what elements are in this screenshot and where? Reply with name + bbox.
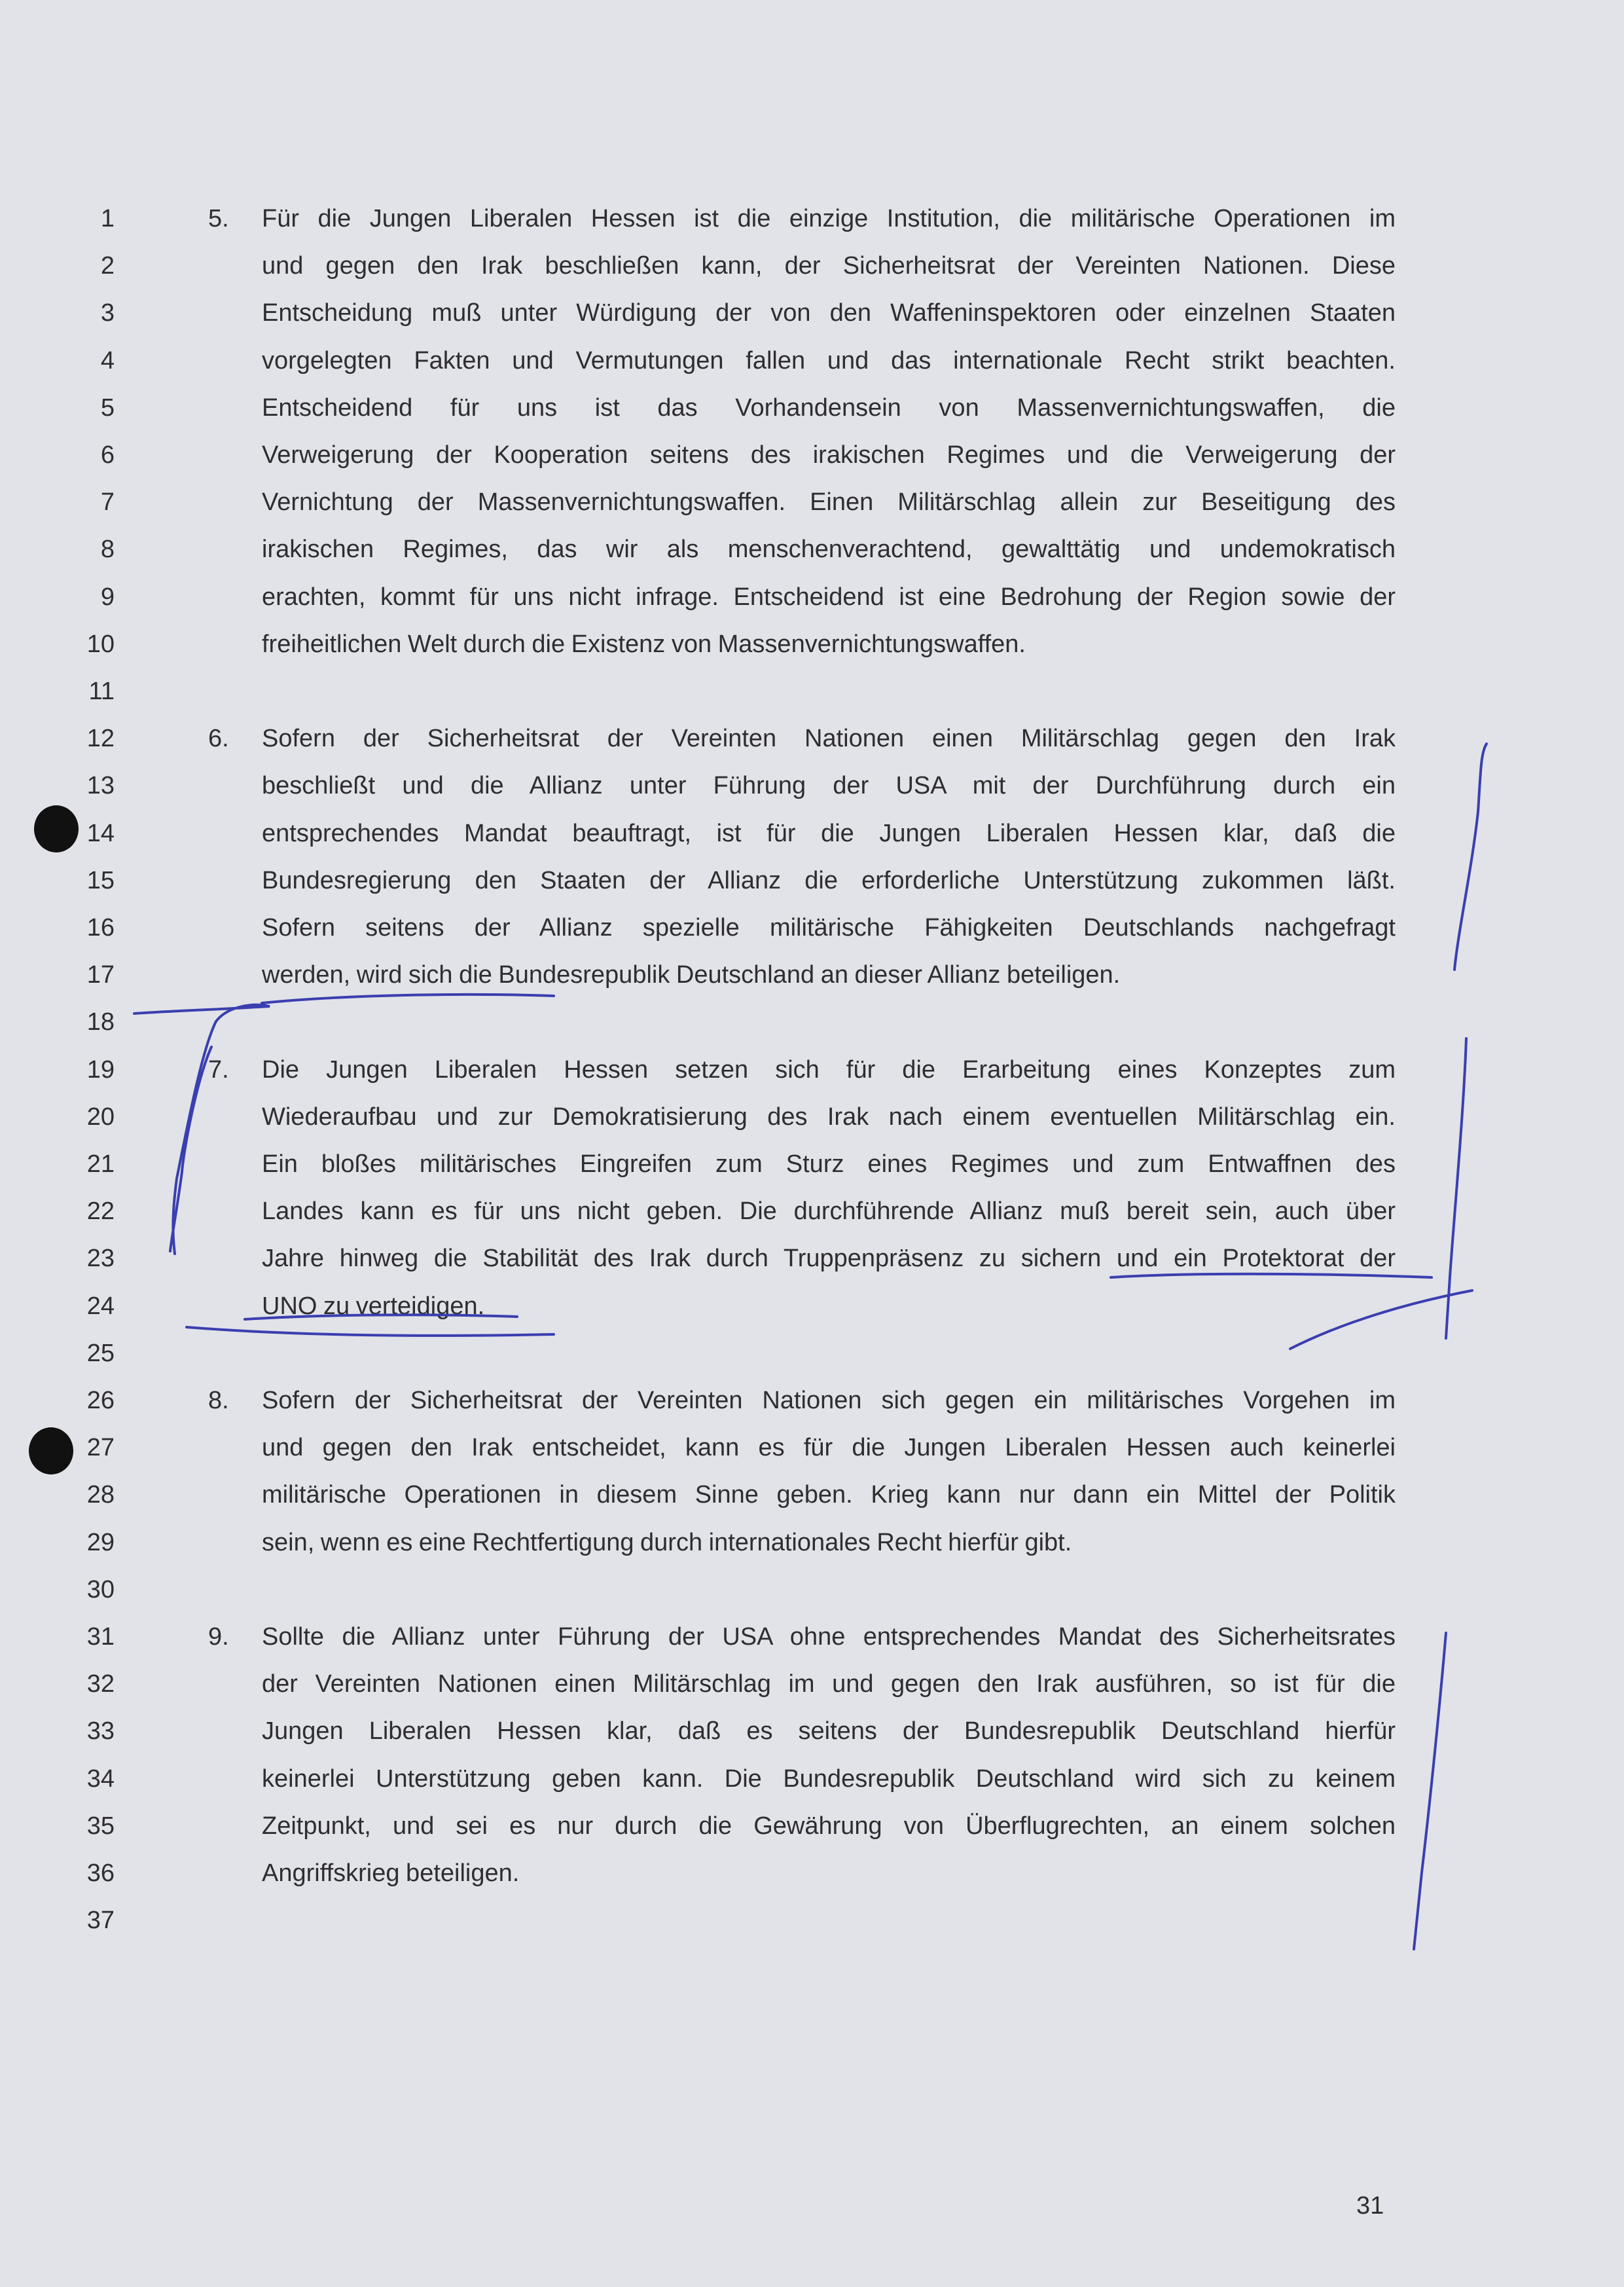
line-number: 4 <box>100 346 115 375</box>
paragraph-text-line: Sofern der Sicherheitsrat der Vereinten Nationen einen Militärschlag gegen den Irak <box>262 725 1396 753</box>
paragraph-number: 5. <box>208 205 229 232</box>
paragraph-text-line: vorgelegten Fakten und Vermutungen fallen und das internationale Recht strikt beachten. <box>262 346 1396 375</box>
paragraph-text-line: Jungen Liberalen Hessen klar, daß es seitens der Bundesrepublik Deutschland hierfür <box>262 1717 1396 1746</box>
line-number: 31 <box>86 1623 115 1651</box>
line-number: 34 <box>86 1765 115 1793</box>
paragraph-text-line: Sofern der Sicherheitsrat der Vereinten Nationen sich gegen ein militärisches Vorgehen im <box>262 1387 1396 1414</box>
line-number: 5 <box>100 393 115 422</box>
line-number: 19 <box>86 1055 115 1084</box>
punch-hole-bottom <box>29 1427 73 1474</box>
paragraph-text-line: Verweigerung der Kooperation seitens des irakischen Regimes und die Verweigerung der <box>262 441 1396 469</box>
line-number: 23 <box>86 1245 115 1273</box>
punch-hole-top <box>34 805 79 852</box>
line-number: 26 <box>86 1387 115 1414</box>
line-number: 29 <box>86 1528 115 1556</box>
line-number: 27 <box>86 1434 115 1462</box>
line-number: 14 <box>86 819 115 847</box>
paragraph-text-line: UNO zu verteidigen. <box>262 1292 485 1320</box>
line-number: 24 <box>86 1292 115 1320</box>
pen-underline-line17 <box>262 995 554 1003</box>
line-number: 17 <box>86 961 115 989</box>
paragraph-text-line: Sofern seitens der Allianz spezielle militärische Fähigkeiten Deutschlands nachgefragt <box>262 914 1396 942</box>
paragraph-text-line: Angriffskrieg beteiligen. <box>262 1859 520 1887</box>
pen-arrow-mark <box>134 1005 270 1254</box>
paragraph-text-line: Jahre hinweg die Stabilität des Irak durch Truppenpräsenz zu sichern und ein Protektorat der <box>262 1245 1396 1273</box>
paragraph-text-line: Die Jungen Liberalen Hessen setzen sich für die Erarbeitung eines Konzeptes zum <box>262 1055 1396 1084</box>
line-number: 6 <box>100 441 115 469</box>
paragraph-text-line: Für die Jungen Liberalen Hessen ist die einzige Institution, die militärische Operationen im <box>262 205 1396 232</box>
paragraph-text-line: und gegen den Irak beschließen kann, der Sicherheitsrat der Vereinten Nationen. Diese <box>262 252 1396 280</box>
line-number: 11 <box>88 678 115 705</box>
line-number: 20 <box>86 1103 115 1131</box>
paragraph-text-line: Sollte die Allianz unter Führung der USA ohne entsprechendes Mandat des Sicherheitsrates <box>262 1623 1396 1651</box>
paragraph-text-line: militärische Operationen in diesem Sinne geben. Krieg kann nur dann ein Mittel der Politik <box>262 1481 1396 1509</box>
paragraph-number: 8. <box>208 1387 229 1414</box>
paragraph-text-line: freiheitlichen Welt durch die Existenz von Massenvernichtungswaffen. <box>262 630 1026 658</box>
line-number: 30 <box>86 1575 115 1603</box>
line-number: 13 <box>86 772 115 800</box>
paragraph-text-line: Ein bloßes militärisches Eingreifen zum Sturz eines Regimes und zum Entwaffnen des <box>262 1150 1396 1178</box>
line-number: 8 <box>100 536 115 564</box>
paragraph-text-line: beschließt und die Allianz unter Führung der USA mit der Durchführung durch ein <box>262 772 1396 800</box>
paragraph-text-line: Wiederaufbau und zur Demokratisierung des Irak nach einem eventuellen Militärschlag ein. <box>262 1103 1396 1131</box>
paragraph-text-line: keinerlei Unterstützung geben kann. Die Bundesrepublik Deutschland wird sich zu keinem <box>262 1765 1396 1793</box>
pen-margin-line-para6 <box>1454 744 1487 970</box>
paragraph-text-line: werden, wird sich die Bundesrepublik Deutschland an dieser Allianz beteiligen. <box>262 961 1121 989</box>
line-number: 2 <box>100 252 115 280</box>
line-number: 28 <box>86 1481 115 1509</box>
line-number: 3 <box>100 299 115 327</box>
paragraph-text-line: sein, wenn es eine Rechtfertigung durch internationales Recht hierfür gibt. <box>262 1528 1072 1556</box>
paragraph-text-line: der Vereinten Nationen einen Militärschlag im und gegen den Irak ausführen, so ist für die <box>262 1670 1396 1698</box>
line-number: 25 <box>86 1339 115 1367</box>
line-number: 36 <box>86 1859 115 1887</box>
line-number: 7 <box>100 488 115 517</box>
page-number: 31 <box>1356 2192 1384 2220</box>
paragraph-text-line: Landes kann es für uns nicht geben. Die durchführende Allianz muß bereit sein, auch über <box>262 1198 1396 1226</box>
paragraph-text-line: Entscheidend für uns ist das Vorhandensein von Massenvernichtungswaffen, die <box>262 393 1396 422</box>
paragraph-number: 6. <box>208 725 229 753</box>
paragraph-text-line: Zeitpunkt, und sei es nur durch die Gewährung von Überflugrechten, an einem solchen <box>262 1812 1396 1840</box>
paragraph-text-line: entsprechendes Mandat beauftragt, ist für die Jungen Liberalen Hessen klar, daß die <box>262 819 1396 847</box>
paragraph-text-line: Entscheidung muß unter Würdigung der von den Waffeninspektoren oder einzelnen Staaten <box>262 299 1396 327</box>
paragraph-text-line: Bundesregierung den Staaten der Allianz die erforderliche Unterstützung zukommen läßt. <box>262 866 1396 894</box>
pen-underline-uno-2 <box>187 1327 554 1336</box>
paragraph-text-line: Vernichtung der Massenvernichtungswaffen. Einen Militärschlag allein zur Beseitigung des <box>262 488 1396 517</box>
line-number: 18 <box>86 1008 115 1036</box>
line-number: 1 <box>100 205 115 232</box>
line-number: 12 <box>86 725 115 753</box>
paragraph-text-line: und gegen den Irak entscheidet, kann es für die Jungen Liberalen Hessen auch keinerlei <box>262 1434 1396 1462</box>
line-number: 22 <box>86 1198 115 1226</box>
pen-margin-line-para9 <box>1414 1633 1446 1949</box>
line-number: 10 <box>86 630 115 658</box>
line-number: 9 <box>100 583 115 611</box>
paragraph-text-line: erachten, kommt für uns nicht infrage. Entscheidend ist eine Bedrohung der Region sowie der <box>262 583 1396 611</box>
line-number: 21 <box>86 1150 115 1178</box>
line-number: 37 <box>86 1907 115 1935</box>
line-number: 33 <box>86 1717 115 1746</box>
pen-underline-protektorat <box>1111 1274 1432 1277</box>
paragraph-number: 9. <box>208 1623 229 1651</box>
paragraph-text-line: irakischen Regimes, das wir als menschenverachtend, gewalttätig und undemokratisch <box>262 536 1396 564</box>
line-number: 15 <box>86 866 115 894</box>
line-number: 35 <box>86 1812 115 1840</box>
pen-bracket-left-para7 <box>170 1047 211 1251</box>
line-number: 32 <box>86 1670 115 1698</box>
paragraph-number: 7. <box>208 1055 229 1084</box>
line-number: 16 <box>86 914 115 942</box>
pen-margin-line-para7 <box>1446 1038 1466 1338</box>
